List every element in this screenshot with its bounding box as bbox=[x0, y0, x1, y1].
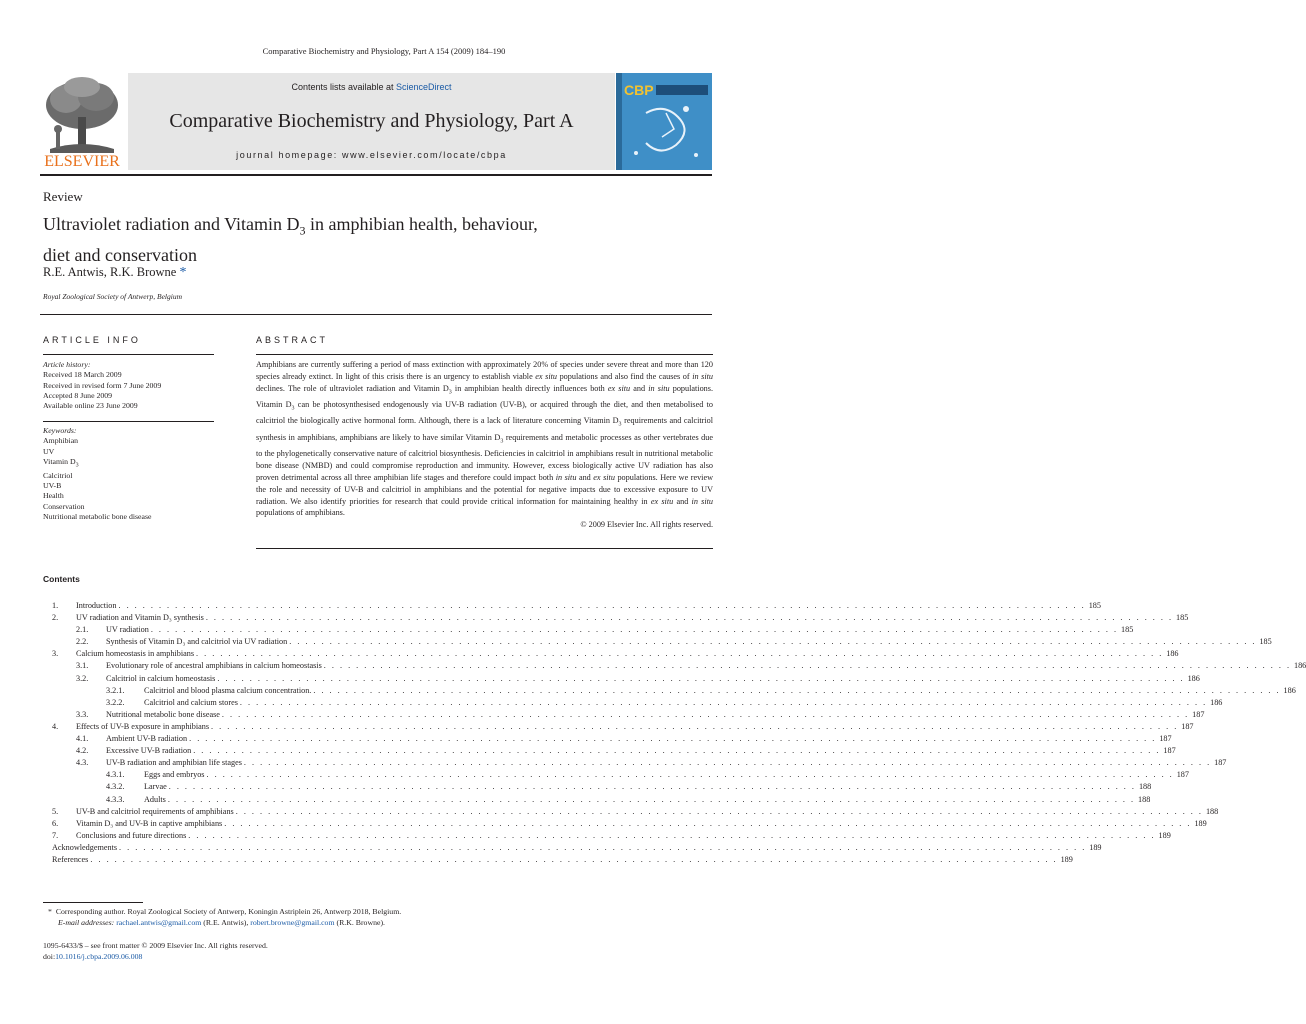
abstract-body bbox=[256, 359, 713, 531]
toc-entry[interactable] bbox=[52, 842, 1102, 854]
toc-leader: . . . . . . . . . . . . . . . . . . . . . . . . . . . . . . . . . . . . . . . . . . . . . . . . . . . . . . . . . . . . . . . . . . . . . . . . . . . . . . . . . . . . . . . . . . . . . . . . . . . . . . . . . . . . . . . . . . . . . . . . bbox=[196, 649, 1164, 659]
toc-leader: . . . . . . . . . . . . . . . . . . . . . . . . . . . . . . . . . . . . . . . . . . . . . . . . . . . . . . . . . . . . . . . . . . . . . . . . . . . . . . . . . . . . . . . . . . . . . . . . . . . . . . . . . . . . . . . . . . . . . . . . bbox=[118, 601, 1086, 610]
toc-number: 2. bbox=[52, 613, 59, 623]
toc-entry[interactable] bbox=[52, 757, 1227, 769]
toc-leader: . . . . . . . . . . . . . . . . . . . . . . . . . . . . . . . . . . . . . . . . . . . . . . . . . . . . . . . . . . . . . . . . . . . . . . . . . . . . . . . . . . . . . . . . . . . . . . . . . . . . . . . . . . . . . . . . . . . . . . . . bbox=[150, 625, 1119, 635]
contents-available-line bbox=[128, 82, 615, 92]
toc-page: 185 bbox=[1259, 637, 1272, 647]
footnote-rule bbox=[43, 902, 143, 903]
toc-leader: . . . . . . . . . . . . . . . . . . . . . . . . . . . . . . . . . . . . . . . . . . . . . . . . . . . . . . . . . . . . . . . . . . . . . . . . . . . . . . . . . . . . . . . . . . . . . . . . . . . . . . . . . . . . . . . . . . . . . . . . bbox=[235, 806, 1203, 816]
toc-number: 4.3. bbox=[76, 758, 89, 768]
toc-title: Conclusions and future directions bbox=[76, 830, 187, 840]
toc-leader: . . . . . . . . . . . . . . . . . . . . . . . . . . . . . . . . . . . . . . . . . . . . . . . . . . . . . . . . . . . . . . . . . . . . . . . . . . . . . . . . . . . . . . . . . . . . . . . . . . . . . . . . . . . . . . . . . . . . . . . . bbox=[168, 782, 1136, 792]
toc-page: 187 bbox=[1214, 758, 1227, 768]
svg-text:CBP: CBP bbox=[624, 82, 654, 98]
email-owner: (R.K. Browne). bbox=[334, 918, 385, 927]
keyword: Calcitriol bbox=[43, 470, 73, 480]
keyword: Nutritional metabolic bone disease bbox=[43, 511, 152, 521]
title-part: diet and conservation bbox=[43, 244, 197, 265]
toc-entry[interactable] bbox=[52, 721, 1194, 733]
abstract-bottom-rule bbox=[256, 548, 713, 549]
doi-link[interactable]: 10.1016/j.cbpa.2009.06.008 bbox=[55, 952, 143, 961]
info-rule bbox=[43, 354, 214, 355]
toc-title: Ambient UV-B radiation bbox=[106, 734, 188, 744]
journal-title: Comparative Biochemistry and Physiology, Part A bbox=[169, 110, 574, 132]
keyword-text: Vitamin D bbox=[43, 456, 76, 466]
toc-number: 2.1. bbox=[76, 625, 89, 635]
toc-number: 3.2.1. bbox=[106, 685, 125, 695]
toc-leader: . . . . . . . . . . . . . . . . . . . . . . . . . . . . . . . . . . . . . . . . . . . . . . . . . . . . . . . . . . . . . . . . . . . . . . . . . . . . . . . . . . . . . . . . . . . . . . . . . . . . . . . . . . . . . . . . . . . . . . . . bbox=[224, 818, 1192, 828]
journal-reference: Comparative Biochemistry and Physiology, Part A 154 (2009) 184–190 bbox=[262, 46, 506, 56]
footnote-star: * bbox=[48, 907, 52, 916]
article-title bbox=[43, 212, 663, 267]
info-top-rule bbox=[40, 314, 712, 315]
cover-image-icon bbox=[616, 73, 712, 170]
toc-leader: . . . . . . . . . . . . . . . . . . . . . . . . . . . . . . . . . . . . . . . . . . . . . . . . . . . . . . . . . . . . . . . . . . . . . . . . . . . . . . . . . . . . . . . . . . . . . . . . . . . . . . . . . . . . . . . . . . . . . . . . bbox=[188, 830, 1156, 840]
toc-leader: . . . . . . . . . . . . . . . . . . . . . . . . . . . . . . . . . . . . . . . . . . . . . . . . . . . . . . . . . . . . . . . . . . . . . . . . . . . . . . . . . . . . . . . . . . . . . . . . . . . . . . . . . . . . . . . . . . . . . . . . bbox=[211, 721, 1179, 731]
keyword: Amphibian bbox=[43, 436, 79, 446]
history-label: Article history: bbox=[43, 360, 91, 369]
toc-leader: . . . . . . . . . . . . . . . . . . . . . . . . . . . . . . . . . . . . . . . . . . . . . . . . . . . . . . . . . . . . . . . . . . . . . . . . . . . . . . . . . . . . . . . . . . . . . . . . . . . . . . . . . . . . . . . . . . . . . . . . bbox=[119, 842, 1087, 852]
toc-number: 3.2. bbox=[76, 673, 89, 683]
toc-page: 186 bbox=[1283, 685, 1296, 695]
toc-title: Introduction bbox=[76, 601, 117, 610]
toc-leader: . . . . . . . . . . . . . . . . . . . . . . . . . . . . . . . . . . . . . . . . . . . . . . . . . . . . . . . . . . . . . . . . . . . . . . . . . . . . . . . . . . . . . . . . . . . . . . . . . . . . . . . . . . . . . . . . . . . . . . . . bbox=[323, 661, 1291, 671]
toc-page: 188 bbox=[1138, 782, 1152, 792]
toc-number: 4.1. bbox=[76, 734, 89, 744]
table-of-contents bbox=[52, 600, 1306, 866]
toc-entry[interactable] bbox=[52, 648, 1179, 660]
toc-number: 3. bbox=[52, 649, 59, 659]
toc-page: 187 bbox=[1159, 734, 1172, 744]
toc-number: 4.2. bbox=[76, 746, 89, 756]
email-link[interactable]: rachael.antwis@gmail.com bbox=[116, 918, 202, 927]
toc-leader: . . . . . . . . . . . . . . . . . . . . . . . . . . . . . . . . . . . . . . . . . . . . . . . . . . . . . . . . . . . . . . . . . . . . . . . . . . . . . . . . . . . . . . . . . . . . . . . . . . . . . . . . . . . . . . . . . . . . . . . . bbox=[243, 758, 1212, 768]
toc-leader: . . . . . . . . . . . . . . . . . . . . . . . . . . . . . . . . . . . . . . . . . . . . . . . . . . . . . . . . . . . . . . . . . . . . . . . . . . . . . . . . . . . . . . . . . . . . . . . . . . . . . . . . . . . . . . . . . . . . . . . . bbox=[189, 734, 1157, 744]
toc-entry[interactable] bbox=[52, 818, 1207, 830]
toc-page: 187 bbox=[1181, 721, 1194, 731]
toc-entry[interactable] bbox=[52, 830, 1171, 842]
toc-entry[interactable] bbox=[52, 697, 1223, 709]
toc-leader: . . . . . . . . . . . . . . . . . . . . . . . . . . . . . . . . . . . . . . . . . . . . . . . . . . . . . . . . . . . . . . . . . . . . . . . . . . . . . . . . . . . . . . . . . . . . . . . . . . . . . . . . . . . . . . . . . . . . . . . . bbox=[206, 770, 1174, 780]
header-rule bbox=[40, 174, 712, 176]
toc-entry[interactable] bbox=[52, 600, 1101, 612]
toc-number: 4. bbox=[52, 721, 59, 731]
toc-title: Calcitriol and blood plasma calcium concentration. bbox=[144, 685, 312, 695]
toc-page: 185 bbox=[1176, 613, 1189, 623]
contents-heading: Contents bbox=[43, 574, 80, 584]
toc-entry[interactable] bbox=[52, 769, 1189, 781]
toc-entry[interactable] bbox=[52, 624, 1134, 636]
toc-leader: . . . . . . . . . . . . . . . . . . . . . . . . . . . . . . . . . . . . . . . . . . . . . . . . . . . . . . . . . . . . . . . . . . . . . . . . . . . . . . . . . . . . . . . . . . . . . . . . . . . . . . . . . . . . . . . . . . . . . . . . bbox=[167, 794, 1136, 804]
toc-page: 188 bbox=[1138, 794, 1151, 804]
toc-title: Adults bbox=[144, 794, 166, 804]
title-subscript: 3 bbox=[299, 223, 306, 238]
title-part: in amphibian health, behaviour, bbox=[305, 214, 538, 234]
article-info-heading: ARTICLE INFO bbox=[43, 335, 141, 345]
elsevier-tree-icon bbox=[40, 73, 124, 170]
toc-title: Eggs and embryos bbox=[144, 770, 205, 780]
toc-page: 189 bbox=[1194, 818, 1207, 828]
author-names: R.E. Antwis, R.K. Browne bbox=[43, 265, 177, 279]
toc-number: 3.1. bbox=[76, 661, 89, 671]
toc-leader: . . . . . . . . . . . . . . . . . . . . . . . . . . . . . . . . . . . . . . . . . . . . . . . . . . . . . . . . . . . . . . . . . . . . . . . . . . . . . . . . . . . . . . . . . . . . . . . . . . . . . . . . . . . . . . . . . . . . . . . . bbox=[193, 746, 1161, 756]
title-part: Ultraviolet radiation and Vitamin D bbox=[43, 214, 300, 234]
toc-title: Nutritional metabolic bone disease bbox=[106, 709, 220, 719]
toc-entry[interactable] bbox=[52, 733, 1172, 745]
toc-entry[interactable] bbox=[52, 781, 1152, 793]
toc-title: UV radiation and Vitamin D₃ synthesis bbox=[76, 613, 204, 623]
keyword-subscript: 3 bbox=[75, 462, 79, 469]
toc-entry[interactable] bbox=[52, 709, 1205, 721]
toc-entry[interactable] bbox=[52, 745, 1176, 757]
toc-page: 185 bbox=[1088, 601, 1101, 610]
toc-leader: . . . . . . . . . . . . . . . . . . . . . . . . . . . . . . . . . . . . . . . . . . . . . . . . . . . . . . . . . . . . . . . . . . . . . . . . . . . . . . . . . . . . . . . . . . . . . . . . . . . . . . . . . . . . . . . . . . . . . . . . bbox=[239, 697, 1208, 707]
section-type: Review bbox=[43, 189, 83, 204]
toc-page: 187 bbox=[1192, 709, 1205, 719]
affiliation: Royal Zoological Society of Antwerp, Belgium bbox=[43, 292, 183, 301]
journal-cover bbox=[616, 73, 712, 170]
keywords-label: Keywords: bbox=[43, 426, 77, 435]
toc-entry[interactable] bbox=[52, 673, 1200, 685]
toc-entry[interactable] bbox=[52, 685, 1296, 697]
sciencedirect-link[interactable]: ScienceDirect bbox=[396, 82, 452, 92]
toc-title: References bbox=[52, 854, 89, 864]
abstract-rule bbox=[256, 354, 713, 355]
email-link[interactable]: robert.browne@gmail.com bbox=[250, 918, 335, 927]
corresponding-author-mark[interactable]: * bbox=[179, 265, 187, 280]
toc-title: Vitamin D₃ and UV-B in captive amphibians bbox=[76, 818, 223, 828]
toc-title: UV radiation bbox=[106, 625, 149, 635]
toc-leader: . . . . . . . . . . . . . . . . . . . . . . . . . . . . . . . . . . . . . . . . . . . . . . . . . . . . . . . . . . . . . . . . . . . . . . . . . . . . . . . . . . . . . . . . . . . . . . . . . . . . . . . . . . . . . . . . . . . . . . . . bbox=[221, 709, 1190, 719]
footnote-text: Corresponding author. Royal Zoological Society of Antwerp, Koningin Astriplein 26, Antwerp 2018, Belgium. bbox=[55, 907, 402, 916]
keyword: Conservation bbox=[43, 501, 85, 511]
toc-page: 186 bbox=[1187, 673, 1200, 683]
toc-title: Evolutionary role of ancestral amphibians in calcium homeostasis bbox=[106, 661, 322, 671]
toc-entry[interactable] bbox=[52, 794, 1151, 806]
authors bbox=[43, 265, 186, 281]
toc-title: UV-B and calcitriol requirements of amphibians bbox=[76, 806, 234, 816]
toc-leader: . . . . . . . . . . . . . . . . . . . . . . . . . . . . . . . . . . . . . . . . . . . . . . . . . . . . . . . . . . . . . . . . . . . . . . . . . . . . . . . . . . . . . . . . . . . . . . . . . . . . . . . . . . . . . . . . . . . . . . . . bbox=[289, 637, 1257, 647]
toc-title: Excessive UV-B radiation bbox=[106, 746, 192, 756]
toc-title: UV-B radiation and amphibian life stages bbox=[106, 758, 242, 768]
toc-entry[interactable] bbox=[52, 636, 1272, 648]
keywords-rule bbox=[43, 421, 214, 422]
keyword: UV bbox=[43, 446, 55, 456]
toc-leader: . . . . . . . . . . . . . . . . . . . . . . . . . . . . . . . . . . . . . . . . . . . . . . . . . . . . . . . . . . . . . . . . . . . . . . . . . . . . . . . . . . . . . . . . . . . . . . . . . . . . . . . . . . . . . . . . . . . . . . . . bbox=[90, 854, 1058, 864]
abstract-paragraph: Amphibians are currently suffering a period of mass extinction with approximately 20% of species under severe threat and more than 120 species already extinct. In light of this crisis there is an urgency to establish viable ex situ populations and also find the causes of in situ declines. The role of ultraviolet radiation and Vitamin $D_3$ in amphibian health directly influences both ex situ and in situ populations. Vitamin $D_3$ can be photosynthesised endogenously via UV-B radiation (UV-B), or acquired through the diet, and then metabolised to calcitriol the biologically active hormonal form. Although, there is a lack of literature concerning Vitamin $D_3$ requirements and calcitriol synthesis in amphibians, amphibians are likely to have similar Vitamin $D_3$ requirements and metabolic processes as other vertebrates due to the phylogenetically conservative nature of calcitriol biosynthesis. Deficiencies in calcitriol in amphibians result in nutritional metabolic bone disease (NMBD) and could compromise reproduction and immunity. However, excess biologically active UV radiation has also proven detrimental across all three amphibian life stages and therefore could impact both in situ and ex situ populations. Here we review the role and necessity of UV-B and calcitriol in amphibians and the potential for negative impacts due to excessive exposure to UV radiation. We also identify priorities for research that could provide critical information for maintaining healthy in ex situ and in situ populations of amphibians. bbox=[256, 360, 714, 518]
history-item: Accepted 8 June 2009 bbox=[43, 390, 113, 400]
toc-page: 189 bbox=[1089, 842, 1102, 852]
toc-page: 187 bbox=[1163, 746, 1176, 756]
journal-homepage[interactable]: journal homepage: www.elsevier.com/locate/cbpa bbox=[236, 150, 507, 160]
toc-number: 7. bbox=[52, 830, 59, 840]
history-item: Available online 23 June 2009 bbox=[43, 401, 138, 411]
toc-number: 1. bbox=[52, 601, 59, 610]
toc-number: 3.3. bbox=[76, 709, 89, 719]
keyword: Health bbox=[43, 491, 64, 501]
history-item: Received 18 March 2009 bbox=[43, 370, 122, 380]
toc-page: 185 bbox=[1121, 625, 1134, 635]
keyword bbox=[43, 457, 151, 471]
toc-title: Larvae bbox=[144, 782, 167, 792]
elsevier-logo bbox=[40, 73, 124, 170]
toc-page: 189 bbox=[1060, 854, 1073, 864]
email-owner: (R.E. Antwis), bbox=[201, 918, 251, 927]
toc-number: 4.3.1. bbox=[106, 770, 125, 780]
toc-leader: . . . . . . . . . . . . . . . . . . . . . . . . . . . . . . . . . . . . . . . . . . . . . . . . . . . . . . . . . . . . . . . . . . . . . . . . . . . . . . . . . . . . . . . . . . . . . . . . . . . . . . . . . . . . . . . . . . . . . . . . bbox=[217, 673, 1185, 683]
toc-page: 187 bbox=[1176, 770, 1189, 780]
svg-text:ELSEVIER: ELSEVIER bbox=[44, 153, 120, 170]
toc-number: 3.2.2. bbox=[106, 697, 125, 707]
toc-title: Effects of UV-B exposure in amphibians bbox=[76, 721, 210, 731]
abstract-copyright: © 2009 Elsevier Inc. All rights reserved. bbox=[580, 520, 713, 530]
toc-title: Acknowledgements bbox=[52, 842, 118, 852]
toc-page: 186 bbox=[1166, 649, 1179, 659]
abstract-heading: ABSTRACT bbox=[256, 335, 329, 345]
toc-leader: . . . . . . . . . . . . . . . . . . . . . . . . . . . . . . . . . . . . . . . . . . . . . . . . . . . . . . . . . . . . . . . . . . . . . . . . . . . . . . . . . . . . . . . . . . . . . . . . . . . . . . . . . . . . . . . . . . . . . . . . bbox=[205, 613, 1174, 623]
article-history bbox=[43, 360, 161, 411]
email-footnote bbox=[58, 918, 385, 929]
contents-prefix: Contents lists available at bbox=[291, 82, 397, 92]
history-item: Received in revised form 7 June 2009 bbox=[43, 380, 162, 390]
toc-title: Calcium homeostasis in amphibians bbox=[76, 649, 195, 659]
toc-page: 186 bbox=[1210, 697, 1223, 707]
issn-line: 1095-6433/$ – see front matter © 2009 Elsevier Inc. All rights reserved. bbox=[43, 941, 268, 950]
toc-page: 186 bbox=[1293, 661, 1306, 671]
toc-entry[interactable] bbox=[52, 806, 1219, 818]
toc-number: 4.3.3. bbox=[106, 794, 125, 804]
toc-number: 6. bbox=[52, 818, 59, 828]
toc-entry[interactable] bbox=[52, 854, 1073, 866]
corresponding-footnote bbox=[48, 907, 401, 918]
toc-leader: . . . . . . . . . . . . . . . . . . . . . . . . . . . . . . . . . . . . . . . . . . . . . . . . . . . . . . . . . . . . . . . . . . . . . . . . . . . . . . . . . . . . . . . . . . . . . . . . . . . . . . . . . . . . . . . . . . . . . . . . bbox=[313, 685, 1281, 695]
toc-title: Calcitriol in calcium homeostasis bbox=[106, 673, 216, 683]
email-label: E-mail addresses: bbox=[58, 918, 115, 927]
toc-entry[interactable] bbox=[52, 660, 1306, 672]
toc-title: Calcitriol and calcium stores bbox=[144, 697, 238, 707]
toc-page: 188 bbox=[1205, 806, 1219, 816]
doi-line bbox=[43, 952, 142, 963]
toc-number: 4.3.2. bbox=[106, 782, 125, 792]
toc-title: Synthesis of Vitamin D₃ and calcitriol via UV radiation bbox=[106, 637, 288, 647]
doi-label: doi: bbox=[43, 952, 56, 961]
toc-number: 5. bbox=[52, 806, 59, 816]
keywords bbox=[43, 426, 151, 522]
keyword: UV-B bbox=[43, 481, 62, 491]
toc-page: 189 bbox=[1158, 830, 1171, 840]
toc-number: 2.2. bbox=[76, 637, 89, 647]
toc-entry[interactable] bbox=[52, 612, 1189, 624]
